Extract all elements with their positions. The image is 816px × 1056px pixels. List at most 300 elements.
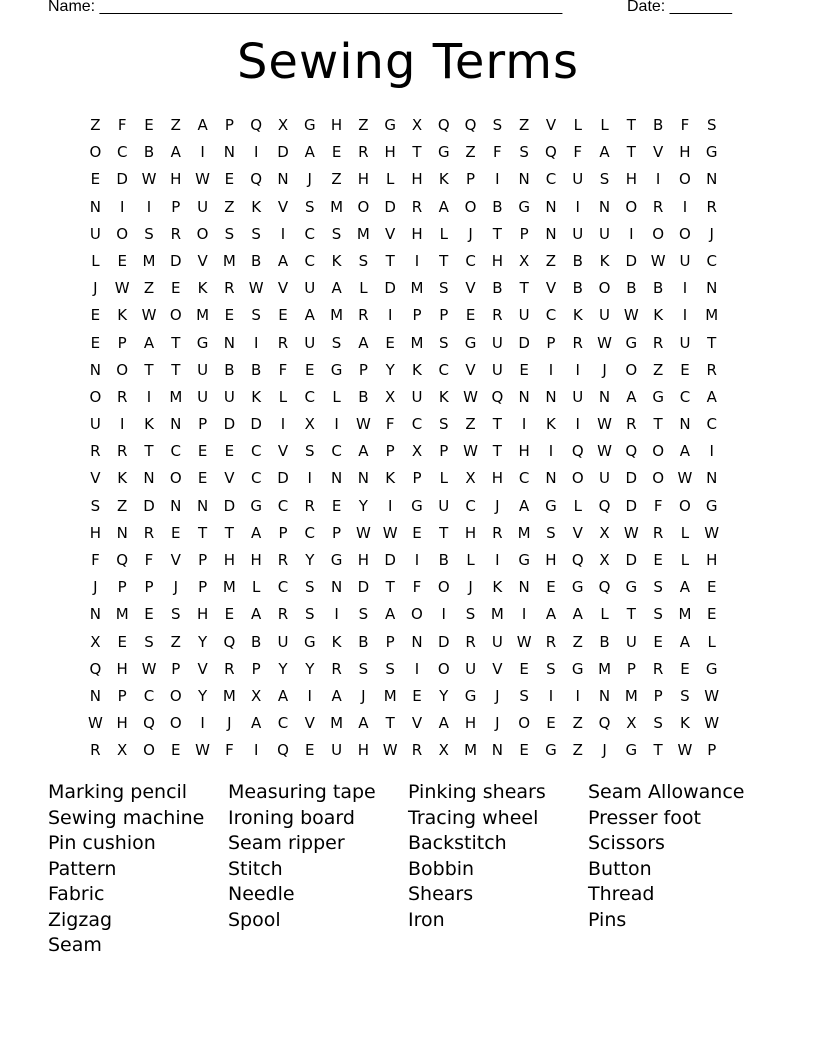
grid-letter: F [385,415,395,434]
grid-letter: P [171,659,181,678]
grid-letter: O [679,496,691,515]
grid-letter: G [303,116,316,134]
grid-letter: U [304,279,316,298]
grid-letter: E [90,333,101,352]
grid-letter: U [491,333,503,352]
grid-letter: P [198,578,208,597]
grid-letter: S [251,306,261,325]
grid-letter: L [385,170,395,189]
grid-letter: E [305,741,315,760]
grid-letter: K [438,387,449,406]
grid-row [82,357,742,384]
grid-letter: N [518,578,530,597]
grid-letter: P [519,224,529,243]
grid-letter: K [412,360,422,379]
grid-letter: Z [652,360,664,379]
grid-letter: E [90,306,101,325]
grid-letter: E [197,469,208,488]
grid-letter: D [223,496,236,515]
grid-letter: U [465,659,477,678]
grid-letter: J [307,170,312,189]
grid-letter: B [492,197,503,216]
grid-letter: N [679,415,691,434]
grid-letter: I [200,143,205,162]
grid-letter: Z [465,415,476,434]
grid-letter: C [277,714,289,733]
grid-letter: Z [117,496,128,515]
grid-letter: J [468,224,473,243]
page-title: Sewing Terms [236,34,580,90]
grid-letter: Z [170,632,181,651]
grid-letter: N [598,387,611,406]
grid-letter: R [492,523,503,542]
grid-row [82,465,742,492]
grid-letter: Q [250,170,263,189]
grid-letter: N [170,415,182,434]
grid-letter: V [197,251,208,270]
grid-letter: X [519,251,530,270]
grid-letter: R [116,442,128,461]
grid-letter: A [679,442,691,461]
grid-letter: E [171,741,181,760]
grid-letter: I [334,415,339,434]
grid-letter: A [599,143,610,162]
grid-letter: A [438,714,449,733]
grid-letter: R [277,333,289,352]
grid-letter: N [545,197,557,216]
grid-letter: F [117,116,127,134]
word-list-item: Pins [588,908,627,931]
grid-letter: H [545,551,557,569]
grid-letter: H [330,116,343,134]
grid-letter: M [196,306,210,325]
grid-letter: O [169,686,182,705]
grid-letter: S [144,224,154,243]
grid-letter: S [358,605,369,624]
grid-letter: D [625,251,638,270]
grid-letter: W [623,306,639,325]
grid-letter: D [384,279,396,298]
grid-letter: I [253,143,259,162]
grid-letter: Z [143,279,155,298]
grid-letter: N [598,686,611,705]
grid-letter: H [223,551,236,569]
grid-letter: P [412,469,422,488]
grid-letter: C [545,170,557,189]
grid-letter: U [599,306,611,325]
grid-letter: R [411,741,423,760]
grid-letter: S [144,632,154,651]
grid-letter: H [491,251,503,270]
grid-letter: U [599,224,611,243]
grid-letter: C [545,306,557,325]
grid-letter: G [518,551,530,569]
grid-letter: S [358,659,369,678]
grid-letter: E [117,251,127,270]
grid-letter: W [463,387,478,406]
grid-letter: Y [358,496,368,515]
grid-letter: O [411,605,423,624]
grid-letter: E [331,143,342,162]
grid-letter: R [358,306,369,325]
grid-letter: E [278,306,288,325]
grid-letter: L [359,279,368,298]
grid-letter: P [358,360,368,379]
grid-letter: P [466,170,476,189]
grid-letter: D [384,551,396,569]
grid-letter: I [629,224,634,243]
grid-letter: T [519,279,529,298]
grid-letter: L [680,523,690,542]
grid-letter: K [251,387,262,406]
grid-letter: N [330,578,343,597]
grid-letter: V [277,197,289,216]
grid-letter: J [602,360,607,379]
grid-letter: S [519,686,529,705]
grid-letter: X [465,469,476,488]
grid-letter: E [197,442,208,461]
grid-letter: T [171,333,181,352]
grid-letter: A [251,523,262,542]
grid-letter: E [90,170,101,189]
grid-letter: V [653,143,664,162]
word-list-item: Marking pencil [48,781,188,803]
grid-letter: V [224,469,235,488]
grid-letter: B [652,279,664,298]
grid-letter: G [625,333,638,352]
grid-row [82,112,742,139]
grid-letter: N [89,360,102,379]
grid-letter: M [705,306,719,325]
grid-letter: R [572,333,583,352]
grid-letter: R [652,523,664,542]
grid-letter: C [304,251,316,270]
grid-letter: R [224,279,235,298]
grid-letter: S [90,496,101,515]
grid-letter: D [116,170,128,189]
grid-letter: F [653,496,663,515]
grid-row [82,384,742,411]
grid-letter: A [519,496,530,515]
grid-letter: C [706,415,717,434]
grid-row [82,438,742,465]
grid-letter: O [116,360,129,379]
grid-letter: O [169,306,182,325]
grid-letter: K [331,251,342,270]
grid-row [82,656,742,683]
grid-letter: R [90,741,101,760]
grid-letter: T [224,523,234,542]
grid-letter: A [679,578,691,597]
grid-letter: P [439,306,449,325]
grid-letter: C [143,686,155,705]
grid-letter: P [251,659,261,678]
grid-letter: M [410,279,424,298]
grid-letter: G [411,496,423,515]
grid-letter: S [305,578,315,597]
grid-letter: T [626,116,636,134]
grid-letter: M [383,686,397,705]
grid-letter: I [548,360,554,379]
grid-letter: Q [598,578,611,597]
grid-letter: N [89,197,102,216]
grid-letter: P [144,578,154,597]
grid-row [82,248,742,275]
grid-letter: O [437,659,450,678]
grid-letter: C [250,469,262,488]
grid-row [82,330,742,357]
grid-letter: O [196,224,209,243]
grid-letter: S [305,442,315,461]
grid-letter: A [385,605,396,624]
grid-letter: D [357,578,370,597]
grid-letter: V [545,116,557,134]
grid-letter: A [545,605,557,624]
grid-letter: M [115,605,129,624]
grid-row [82,520,742,547]
grid-letter: P [117,333,127,352]
grid-letter: B [224,360,235,379]
grid-letter: E [680,360,690,379]
grid-letter: D [625,496,638,515]
grid-letter: W [677,469,693,488]
grid-letter: P [707,741,717,760]
grid-letter: X [599,523,610,542]
grid-letter: I [575,415,580,434]
word-list [48,780,788,959]
grid-letter: C [277,496,289,515]
grid-letter: N [598,197,611,216]
word-list-item: Presser foot [588,806,701,829]
grid-letter: X [411,442,423,461]
grid-letter: B [652,116,664,134]
grid-letter: W [704,686,720,705]
grid-letter: H [384,143,396,162]
grid-letter: S [438,333,449,352]
grid-letter: O [464,197,477,216]
word-list-item: Bobbin [408,857,475,880]
grid-letter: F [680,116,690,134]
grid-letter: Z [545,251,557,270]
grid-letter: B [572,251,583,270]
grid-letter: H [464,714,477,733]
grid-letter: D [277,143,289,162]
grid-letter: E [224,170,235,189]
word-list-item: Zigzag [48,908,113,931]
grid-letter: F [412,578,422,597]
grid-letter: I [280,415,286,434]
grid-letter: O [598,279,611,298]
grid-letter: M [222,251,236,270]
grid-letter: G [518,197,530,216]
grid-letter: E [224,306,235,325]
grid-letter: W [355,523,371,542]
grid-letter: G [545,741,557,760]
grid-letter: C [331,442,342,461]
grid-letter: E [412,686,422,705]
grid-letter: E [144,116,154,134]
grid-letter: N [706,279,718,298]
grid-letter: I [521,415,527,434]
grid-letter: Q [143,714,155,733]
grid-letter: C [438,360,449,379]
grid-letter: B [599,632,610,651]
grid-letter: Q [571,442,584,461]
grid-letter: A [706,387,717,406]
grid-letter: C [250,442,262,461]
grid-letter: I [387,306,393,325]
grid-letter: T [653,741,663,760]
grid-letter: T [492,224,502,243]
grid-letter: S [438,279,449,298]
grid-letter: U [518,306,530,325]
grid-letter: B [251,251,262,270]
grid-letter: G [196,333,209,352]
grid-letter: Q [116,551,129,569]
grid-letter: U [679,251,691,270]
grid-letter: F [144,551,154,569]
grid-letter: M [330,197,344,216]
grid-letter: Q [598,714,611,733]
grid-letter: B [626,279,637,298]
grid-letter: C [465,251,476,270]
grid-letter: D [625,551,638,569]
grid-letter: G [652,387,664,406]
grid-letter: X [599,551,610,569]
grid-letter: X [117,741,128,760]
grid-letter: H [116,659,128,678]
grid-letter: Z [572,741,583,760]
grid-row [82,683,742,710]
grid-letter: I [253,741,259,760]
grid-letter: B [251,632,262,651]
grid-letter: A [679,632,691,651]
grid-letter: I [200,714,205,733]
grid-letter: P [117,578,127,597]
grid-letter: N [116,523,128,542]
grid-letter: E [305,360,315,379]
letter-grid [82,112,742,765]
grid-letter: F [278,360,288,379]
grid-letter: G [464,686,477,705]
grid-letter: X [411,116,423,134]
grid-letter: Y [305,659,315,678]
grid-letter: Z [90,116,101,134]
grid-letter: S [331,224,342,243]
grid-letter: O [679,170,691,189]
grid-letter: T [439,251,449,270]
grid-letter: U [572,224,584,243]
grid-letter: R [652,659,664,678]
grid-letter: Z [572,632,583,651]
grid-letter: R [224,659,235,678]
grid-letter: W [195,170,210,189]
grid-letter: Q [437,116,450,134]
grid-letter: Y [385,360,395,379]
grid-letter: W [355,415,371,434]
word-list-item: Scissors [588,832,665,854]
grid-letter: I [548,686,554,705]
grid-letter: I [414,659,420,678]
grid-letter: F [91,551,100,569]
grid-letter: V [277,279,289,298]
grid-letter: I [307,469,312,488]
grid-letter: A [572,605,583,624]
grid-letter: J [495,686,500,705]
grid-letter: K [546,415,556,434]
grid-letter: S [224,224,235,243]
grid-letter: C [679,387,691,406]
grid-letter: Z [358,116,369,134]
grid-letter: F [573,143,583,162]
grid-letter: E [706,605,717,624]
grid-letter: W [650,251,666,270]
grid-letter: U [197,197,209,216]
grid-letter: E [519,659,529,678]
grid-letter: W [141,659,157,678]
grid-letter: O [143,741,155,760]
grid-letter: A [331,686,342,705]
grid-letter: J [602,741,607,760]
word-list-item: Thread [588,883,655,905]
grid-row [82,710,742,737]
grid-letter: B [492,279,503,298]
grid-letter: N [196,496,209,515]
grid-letter: I [414,551,420,569]
grid-letter: D [384,197,396,216]
word-list-item: Tracing wheel [408,806,539,829]
grid-letter: U [197,360,209,379]
grid-letter: J [361,686,366,705]
grid-letter: G [625,741,638,760]
grid-letter: G [303,632,316,651]
grid-letter: O [571,469,584,488]
grid-letter: N [223,143,235,162]
grid-letter: N [357,469,369,488]
grid-letter: W [597,442,612,461]
grid-row [82,166,742,193]
grid-letter: D [223,415,236,434]
grid-letter: A [170,143,181,162]
grid-letter: V [411,714,423,733]
grid-letter: K [144,415,154,434]
grid-letter: Y [278,659,288,678]
word-list-item: Seam [48,934,102,956]
grid-letter: U [411,387,423,406]
grid-letter: P [546,333,556,352]
grid-letter: R [90,442,101,461]
grid-letter: T [492,415,502,434]
word-list-item: Fabric [48,883,105,905]
grid-letter: Y [198,686,208,705]
grid-letter: I [307,686,312,705]
grid-letter: P [385,632,395,651]
grid-letter: S [706,116,717,134]
grid-letter: R [277,551,289,569]
grid-letter: S [251,224,261,243]
grid-letter: L [707,632,716,651]
grid-letter: Z [170,116,181,134]
grid-letter: K [438,170,449,189]
grid-letter: Q [598,496,611,515]
grid-letter: E [653,551,663,569]
grid-letter: O [89,143,102,162]
grid-letter: X [251,686,262,705]
grid-letter: D [277,469,289,488]
word-list-item: Backstitch [408,832,507,854]
grid-letter: Q [625,442,638,461]
grid-letter: V [545,279,557,298]
